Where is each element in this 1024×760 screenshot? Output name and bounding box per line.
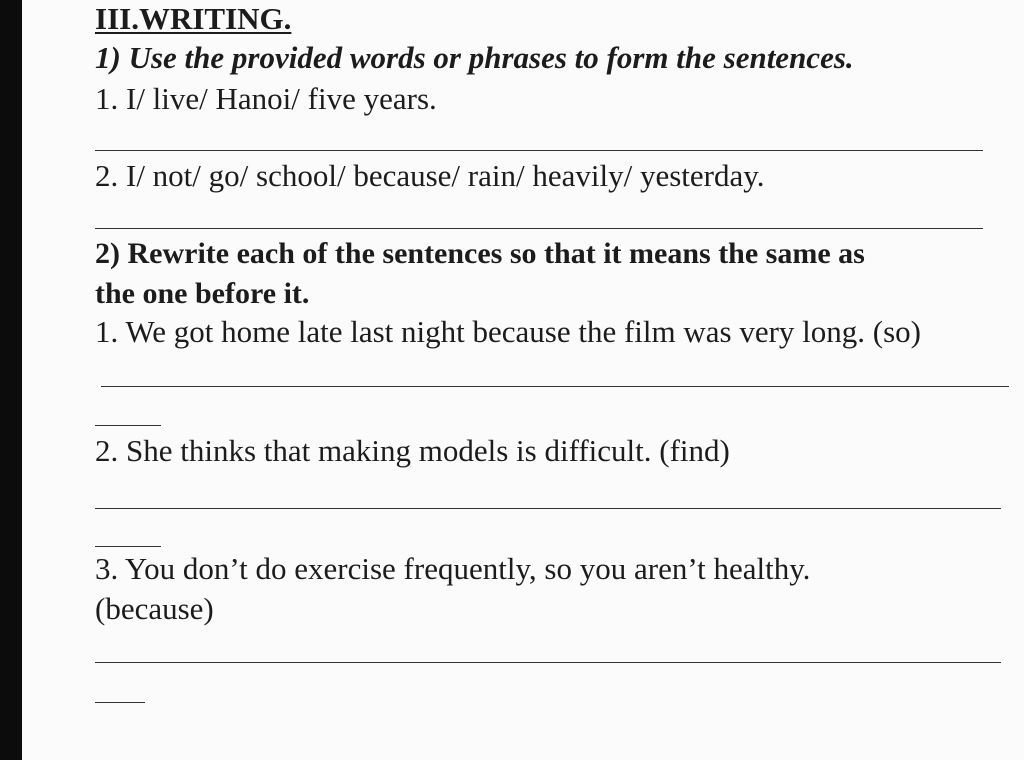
part1-item-1: 1. I/ live/ Hanoi/ five years. <box>95 81 437 116</box>
part1-instruction: 1) Use the provided words or phrases to form the sentences. <box>95 40 854 75</box>
answer-line-part2-item1-tail[interactable] <box>95 425 161 426</box>
part2-item-1: 1. We got home late last night because the film was very long. (so) <box>95 314 921 349</box>
part1-item-2: 2. I/ not/ go/ school/ because/ rain/ heavily/ yesterday. <box>95 158 765 193</box>
part2-instruction-line1: 2) Rewrite each of the sentences so that it means the same as <box>95 237 865 270</box>
answer-line-part2-item2[interactable] <box>95 508 1001 509</box>
left-dark-border <box>0 0 22 760</box>
part2-instruction-line2: the one before it. <box>95 277 310 310</box>
part2-item-2: 2. She thinks that making models is difficult. (find) <box>95 433 730 468</box>
answer-line-part1-item2[interactable] <box>95 228 983 229</box>
part2-item-3: 3. You don’t do exercise frequently, so you aren’t healthy. <box>95 551 811 586</box>
answer-line-part2-item1[interactable] <box>101 386 1009 387</box>
answer-line-part2-item3[interactable] <box>95 662 1001 663</box>
part2-item-3-continuation: (because) <box>95 591 214 626</box>
section-title: III.WRITING. <box>95 1 292 36</box>
answer-line-part2-item3-tail[interactable] <box>95 702 145 703</box>
answer-line-part1-item1[interactable] <box>95 150 983 151</box>
answer-line-part2-item2-tail[interactable] <box>95 546 161 547</box>
